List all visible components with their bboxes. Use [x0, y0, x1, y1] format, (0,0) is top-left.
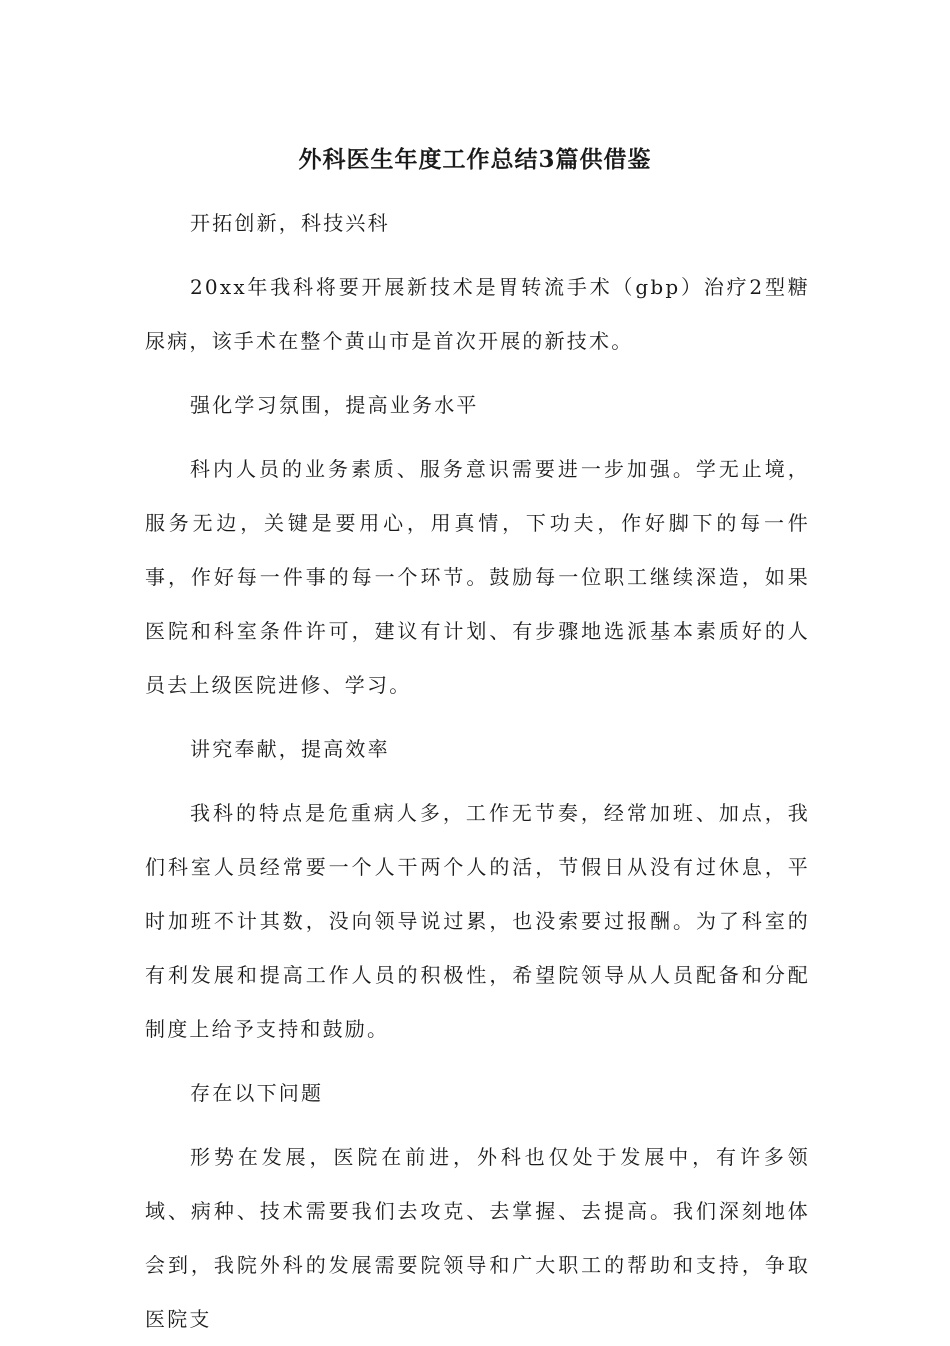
section-body-innovation: 20xx年我科将要开展新技术是胃转流手术（gbp）治疗2型糖尿病，该手术在整个黄山市是首次开展的新技术。 — [145, 275, 810, 353]
section-heading-learning: 强化学习氛围，提高业务水平 — [190, 393, 479, 417]
section-heading-problems: 存在以下问题 — [190, 1081, 324, 1105]
document-title: 外科医生年度工作总结3篇供借鉴 — [298, 146, 652, 173]
document-body — [145, 196, 810, 1346]
section-heading-innovation: 开拓创新，科技兴科 — [190, 211, 390, 235]
section-heading-dedication: 讲究奉献，提高效率 — [190, 737, 390, 761]
section-body-learning: 科内人员的业务素质、服务意识需要进一步加强。学无止境，服务无边，关键是要用心，用真情，下功夫，作好脚下的每一件事，作好每一件事的每一个环节。鼓励每一位职工继续深造，如果医院和科室条件许可，建议有计划、有步骤地选派基本素质好的人员去上级医院进修、学习。 — [145, 457, 810, 697]
section-body-problems: 形势在发展，医院在前进，外科也仅处于发展中，有许多领域、病种、技术需要我们去攻克、去掌握、去提高。我们深刻地体会到，我院外科的发展需要院领导和广大职工的帮助和支持，争取医院支 — [145, 1145, 810, 1331]
section-body-dedication: 我科的特点是危重病人多，工作无节奏，经常加班、加点，我们科室人员经常要一个人干两个人的活，节假日从没有过休息，平时加班不计其数，没向领导说过累，也没索要过报酬。为了科室的有利发展和提高工作人员的积极性，希望院领导从人员配备和分配制度上给予支持和鼓励。 — [145, 801, 810, 1041]
